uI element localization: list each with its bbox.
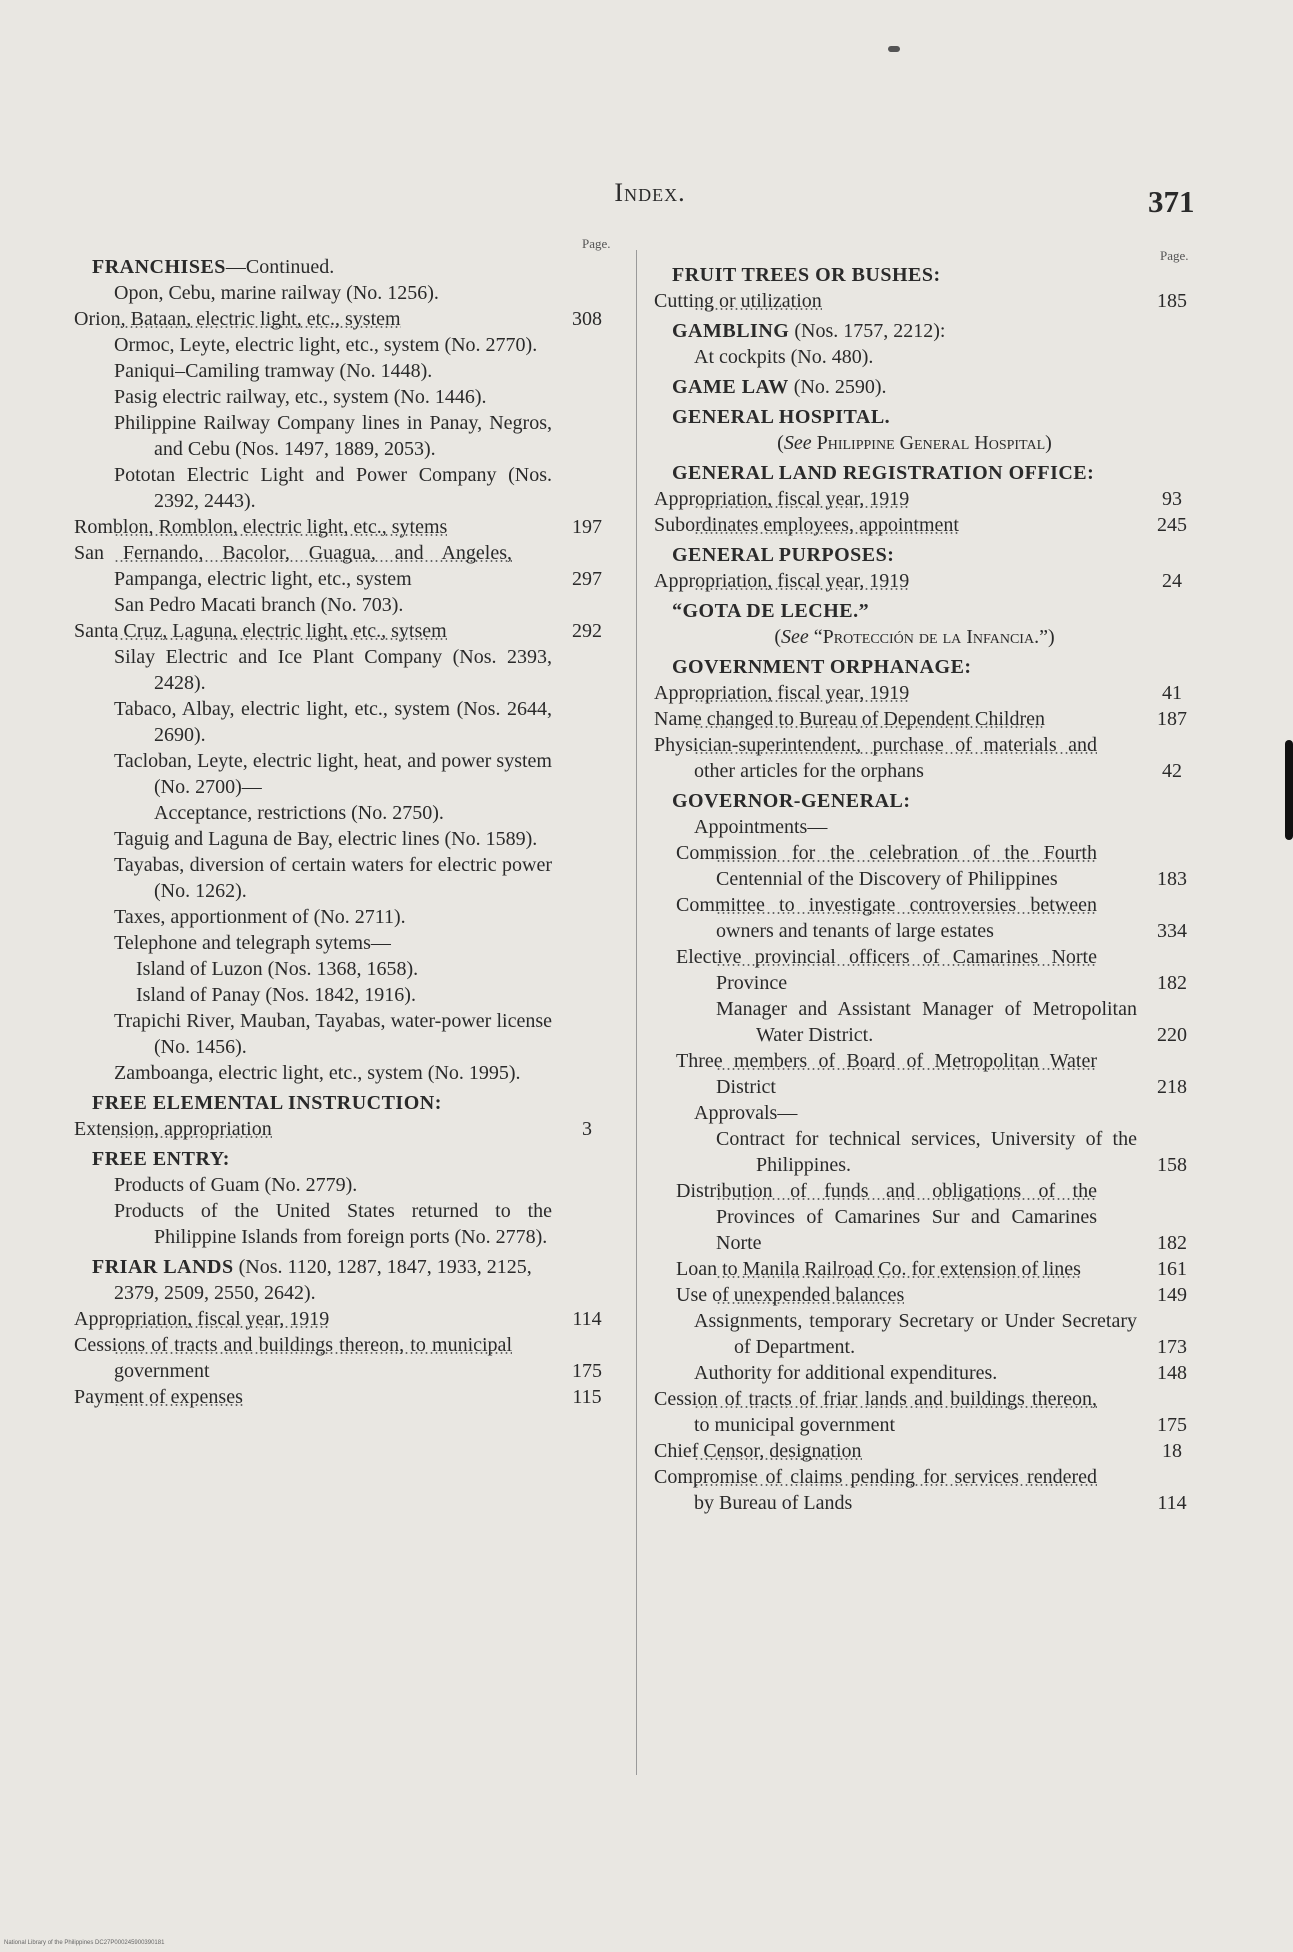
index-entry [672,1100,1202,1126]
page-reference: 41 [1162,682,1182,704]
binding-edge-mark [1285,740,1293,840]
index-entry [654,706,1202,732]
entry-text: Trapichi River, Mauban, Tayabas, water-power license (No. 1456). [114,1010,552,1058]
entry-text: Compromise of claims pending for services rendered by Bureau of Lands [654,1466,1097,1514]
page-reference: 220 [1157,1024,1187,1046]
heading-text: FREE ELEMENTAL INSTRUCTION: [92,1092,442,1114]
page-reference: 18 [1162,1440,1182,1462]
footer-credit: National Library of the Philippines DC27P000245900390181 [4,1940,165,1946]
index-entry [74,306,617,332]
page-reference: 114 [1157,1492,1187,1514]
index-entry [92,696,617,748]
entry-text: Products of the United States returned to the Philippine Islands from foreign ports (No. 2778). [114,1200,552,1248]
index-entry [92,800,617,826]
index-entry [74,1306,617,1332]
page-reference: 185 [1157,290,1187,312]
entry-text: Paniqui–Camiling tramway (No. 1448). [114,360,433,382]
entry-text: Orion, Bataan, electric light, etc., system [74,308,401,330]
index-entry [92,852,617,904]
entry-text: Cessions of tracts and buildings thereon, to municipal government [74,1334,512,1382]
page-reference: 183 [1157,868,1187,890]
entry-text: Assignments, temporary Secretary or Under Secretary of Department. [694,1310,1137,1358]
entry-text: Distribution of funds and obligations of the Provinces of Camarines Sur and Camarines Norte [676,1180,1097,1254]
entry-text: Appropriation, fiscal year, 1919 [654,570,910,592]
entry-text: Appropriation, fiscal year, 1919 [654,682,910,704]
page-reference: 149 [1157,1284,1187,1306]
heading-text: “GOTA DE LECHE.” [672,600,870,622]
index-entry [92,332,617,358]
page-reference: 93 [1162,488,1182,510]
page-number: 371 [1148,184,1195,219]
entry-text: Pototan Electric Light and Power Company (Nos. 2392, 2443). [114,464,552,512]
entry-text: Cession of tracts of friar lands and buildings thereon, to municipal government [654,1388,1097,1436]
index-entry [92,956,617,982]
index-entry [92,592,617,618]
page-reference: 245 [1157,514,1187,536]
heading-text: GENERAL LAND REGISTRATION OFFICE: [672,462,1095,484]
entry-text: Appointments— [694,816,828,838]
index-heading [672,460,1202,486]
index-entry [74,618,617,644]
paren-open: ( [774,626,782,648]
page-reference: 218 [1157,1076,1187,1098]
index-entry [654,512,1202,538]
entry-text: Philippine Railway Company lines in Panay, Negros, and Cebu (Nos. 1497, 1889, 2053). [114,412,552,460]
right-page-column-label: Page. [1160,248,1189,263]
index-entry [74,1332,617,1384]
page-reference: 114 [572,1308,602,1330]
ink-smudge [888,46,900,52]
index-entry [654,732,1202,784]
heading-reference: (Nos. 1757, 2212): [789,320,946,342]
page-reference: 187 [1157,708,1187,730]
entry-text: Chief Censor, designation [654,1440,862,1462]
index-entry [74,540,617,592]
index-entry [92,1008,617,1060]
index-heading [672,598,1202,624]
index-heading [672,404,1202,430]
page-reference: 197 [572,516,602,538]
index-heading [92,254,617,280]
entry-text: San Pedro Macati branch (No. 703). [114,594,404,616]
index-entry [672,1308,1202,1360]
page-reference: 3 [582,1118,592,1140]
entry-text: Commission for the celebration of the Fourth Centennial of the Discovery of Philippines [676,842,1097,890]
entry-text: Ormoc, Leyte, electric light, etc., system (No. 2770). [114,334,538,356]
paren-open: ( [777,432,784,454]
page-reference: 148 [1157,1362,1187,1384]
index-heading [672,374,1202,400]
index-entry [672,1282,1202,1308]
entry-text: Opon, Cebu, marine railway (No. 1256). [114,282,439,304]
index-entry [92,1198,617,1250]
entry-text: Elective provincial officers of Camarines Norte Province [676,946,1097,994]
heading-text: GOVERNOR-GENERAL: [672,790,911,812]
see-reference [672,430,1202,456]
heading-text: FRIAR LANDS [92,1256,234,1278]
entry-text: Telephone and telegraph sytems— [114,932,391,954]
page-reference: 42 [1162,760,1182,782]
heading-text: GENERAL HOSPITAL. [672,406,891,428]
heading-text: FRANCHISES [92,256,226,278]
entry-text: At cockpits (No. 480). [694,346,874,368]
page-reference: 161 [1157,1258,1187,1280]
index-entry [92,826,617,852]
right-index-column [654,258,1202,1516]
index-entry [92,748,617,800]
index-entry [92,462,617,514]
index-heading [92,1146,617,1172]
entry-text: Tabaco, Albay, electric light, etc., system (Nos. 2644, 2690). [114,698,552,746]
index-heading [672,542,1202,568]
page-reference: 175 [572,1360,602,1382]
index-entry [92,1060,617,1086]
index-entry [672,944,1202,996]
index-heading [92,1254,617,1306]
entry-text: Authority for additional expenditures. [694,1362,998,1384]
page-reference: 297 [572,568,602,590]
entry-text: Tayabas, diversion of certain waters for electric power (No. 1262). [114,854,552,902]
page-reference: 182 [1157,972,1187,994]
entry-text: Manager and Assistant Manager of Metropolitan Water District. [716,998,1137,1046]
heading-text: FREE ENTRY: [92,1148,230,1170]
entry-text: Payment of expenses [74,1386,243,1408]
index-entry [92,930,617,956]
column-divider [636,250,637,1775]
index-entry [74,1384,617,1410]
entry-text: San Fernando, Bacolor, Guagua, and Angeles, Pampanga, electric light, etc., system [74,542,512,590]
page-reference: 334 [1157,920,1187,942]
page-reference: 292 [572,620,602,642]
index-entry [654,1386,1202,1438]
entry-text: Island of Luzon (Nos. 1368, 1658). [136,958,419,980]
see-label: See [783,432,812,454]
entry-text: Name changed to Bureau of Dependent Children [654,708,1045,730]
entry-text: Committee to investigate controversies between owners and tenants of large estates [676,894,1097,942]
entry-text: Appropriation, fiscal year, 1919 [654,488,910,510]
index-entry [92,1172,617,1198]
index-entry [672,1178,1202,1256]
index-entry [672,840,1202,892]
heading-text: FRUIT TREES OR BUSHES: [672,264,941,286]
index-entry [92,410,617,462]
left-page-column-label: Page. [582,236,611,251]
see-reference [672,624,1202,650]
index-entry [672,892,1202,944]
index-entry [92,358,617,384]
index-entry [654,288,1202,314]
heading-text: GAME LAW [672,376,789,398]
see-target: Philippine General Hospital [816,432,1046,454]
index-entry [672,996,1202,1048]
entry-text: Appropriation, fiscal year, 1919 [74,1308,330,1330]
heading-text: GAMBLING [672,320,790,342]
page-reference: 308 [572,308,602,330]
page-reference: 115 [572,1386,602,1408]
paren-close: ) [1047,626,1055,648]
index-entry [92,280,617,306]
entry-text: Romblon, Romblon, electric light, etc., sytems [74,516,448,538]
heading-text: GENERAL PURPOSES: [672,544,895,566]
index-entry [672,1048,1202,1100]
entry-text: Pasig electric railway, etc., system (No. 1446). [114,386,487,408]
index-entry [654,486,1202,512]
index-heading [92,1090,617,1116]
left-index-column [74,250,617,1410]
entry-text: Santa Cruz, Laguna, electric light, etc., sytsem [74,620,447,642]
index-entry [92,384,617,410]
index-entry [74,1116,617,1142]
page-title: Index. [614,178,686,207]
index-entry [92,982,617,1008]
entry-text: Taguig and Laguna de Bay, electric lines (No. 1589). [114,828,538,850]
entry-text: Contract for technical services, University of the Philippines. [716,1128,1137,1176]
index-entry [654,1464,1202,1516]
index-entry [672,1360,1202,1386]
entry-text: Use of unexpended balances [676,1284,905,1306]
index-entry [92,644,617,696]
heading-reference: (No. 2590). [788,376,887,398]
index-heading [672,654,1202,680]
entry-text: Silay Electric and Ice Plant Company (Nos. 2393, 2428). [114,646,552,694]
index-entry [654,680,1202,706]
entry-text: Extension, appropriation [74,1118,272,1140]
page-reference: 175 [1157,1414,1187,1436]
see-label: See [781,626,809,648]
paren-close: ) [1045,432,1052,454]
page-reference: 24 [1162,570,1182,592]
index-entry [92,904,617,930]
index-entry [672,1126,1202,1178]
entry-text: Physician-superintendent, purchase of materials and other articles for the orphans [654,734,1097,782]
index-entry [672,1256,1202,1282]
entry-text: Products of Guam (No. 2779). [114,1174,358,1196]
index-entry [672,814,1202,840]
entry-text: Loan to Manila Railroad Co. for extension of lines [676,1258,1081,1280]
page-reference: 158 [1157,1154,1187,1176]
entry-text: Taxes, apportionment of (No. 2711). [114,906,406,928]
index-heading [672,318,1202,344]
entry-text: Three members of Board of Metropolitan Water District [676,1050,1097,1098]
index-heading [672,788,1202,814]
entry-text: Island of Panay (Nos. 1842, 1916). [136,984,416,1006]
entry-text: Acceptance, restrictions (No. 2750). [154,802,444,824]
index-entry [654,1438,1202,1464]
page-reference: 173 [1157,1336,1187,1358]
heading-reference: (Nos. 1120, 1287, 1847, 1933, 2125, 2379, 2509, 2550, 2642). [114,1256,532,1304]
index-entry [74,514,617,540]
entry-text: Approvals— [694,1102,798,1124]
entry-text: Zamboanga, electric light, etc., system (No. 1995). [114,1062,521,1084]
heading-text: GOVERNMENT ORPHANAGE: [672,656,972,678]
page-reference: 182 [1157,1232,1187,1254]
see-target: “Protección de la Infancia.” [813,626,1048,648]
entry-text: Cutting or utilization [654,290,822,312]
index-entry [672,344,1202,370]
heading-reference: —Continued. [225,256,335,278]
index-heading [672,262,1202,288]
entry-text: Subordinates employees, appointment [654,514,959,536]
entry-text: Tacloban, Leyte, electric light, heat, and power system (No. 2700)— [114,750,552,798]
index-entry [654,568,1202,594]
